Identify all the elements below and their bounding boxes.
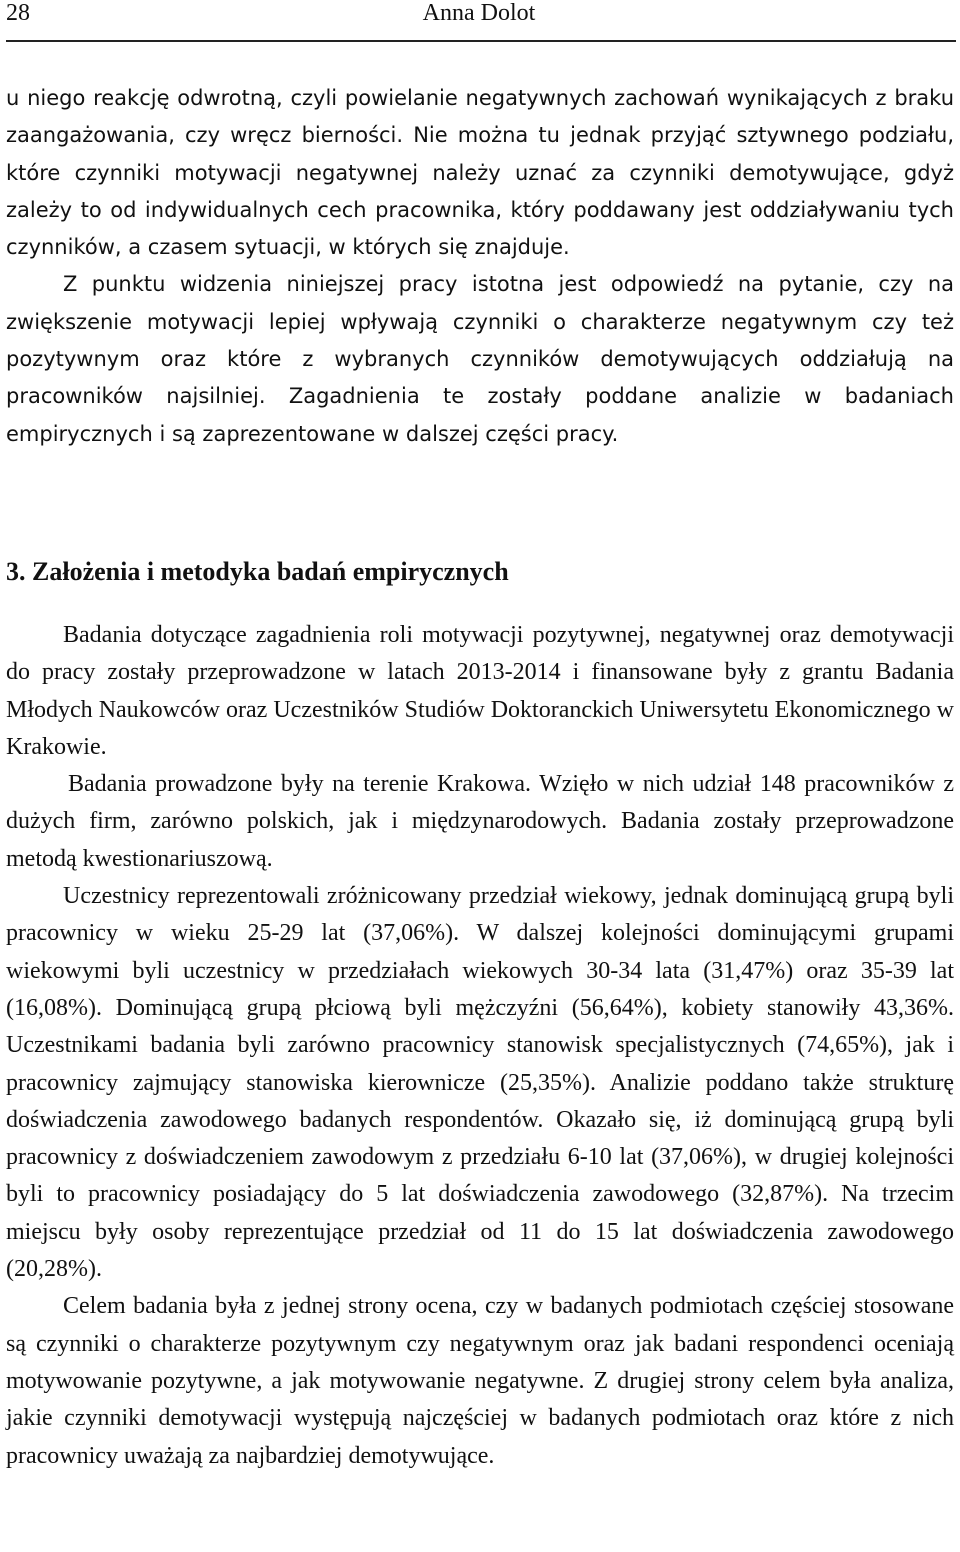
paragraph-6: Celem badania była z jednej strony ocena, czy w badanych podmiotach częściej stosowane są czynniki o charakterze pozytywnym czy negatywnym oraz jak badani respondenci oceniają motywowanie pozytywne, a jak motywowanie negatywne. Z drugiej strony celem była analiza, jakie czynniki demotywacji występują najczęściej w badanych podmiotach oraz które z nich pracownicy uważają za najbardziej demotywujące.	[6, 1293, 954, 1469]
section-heading: 3. Założenia i metodyka badań empirycznych	[6, 557, 509, 586]
paragraph-2: Z punktu widzenia niniejszej pracy istotna jest odpowiedź na pytanie, czy na zwiększenie motywacji lepiej wpływają czynniki o charakterze negatywnym czy też pozytywnym oraz które z wybranych czynników demotywujących oddziałują na pracowników najsilniej. Zagadnienia te zostały poddane analizie w badaniach empirycznych i są zaprezentowane w dalszej części pracy.	[6, 272, 954, 446]
running-title: Anna Dolot	[422, 0, 536, 26]
paragraph-1: u niego reakcję odwrotną, czyli powielanie negatywnych zachowań wynikających z braku zaangażowania, czy wręcz bierności. Nie można tu jednak przyjąć sztywnego podziału, które czynniki motywacji negatywnej należy uznać za czynniki demotywujące, gdyż zależy to od indywidualnych cech pracownika, który poddawany jest oddziaływaniu tych czynników, a czasem sytuacji, w których się znajduje.	[6, 86, 954, 260]
header-divider	[6, 40, 956, 42]
body-text-top	[6, 80, 954, 453]
body-text-section	[6, 617, 954, 1475]
running-head	[6, 0, 952, 32]
paragraph-4: Badania prowadzone były na terenie Krakowa. Wzięło w nich udział 148 pracowników z dużych firm, zarówno polskich, jak i międzynarodowych. Badania zostały przeprowadzone metodą kwestionariuszową.	[6, 771, 954, 872]
page-number: 28	[6, 0, 30, 26]
paragraph-5: Uczestnicy reprezentowali zróżnicowany przedział wiekowy, jednak dominującą grupą byli pracownicy w wieku 25-29 lat (37,06%). W dalszej kolejności dominującymi grupami wiekowymi byli uczestnicy w przedziałach wiekowych 30-34 lata (31,47%) oraz 35-39 lat (16,08%). Dominującą grupą płciową byli mężczyźni (56,64%), kobiety stanowiły 43,36%. Uczestnikami badania byli zarówno pracownicy stanowisk specjalistycznych (74,65%), jak i pracownicy zajmujący stanowiska kierownicze (25,35%). Analizie poddano także strukturę doświadczenia zawodowego badanych respondentów. Okazało się, iż dominującą grupą byli pracownicy z doświadczeniem zawodowym z przedziału 6-10 lat (37,06%), w drugiej kolejności byli to pracownicy posiadający do 5 lat doświadczenia zawodowego (32,87%). Na trzecim miejscu były osoby reprezentujące przedział od 11 do 15 lat doświadczenia zawodowego (20,28%).	[6, 883, 954, 1283]
paragraph-3: Badania dotyczące zagadnienia roli motywacji pozytywnej, negatywnej oraz demotywacji do pracy zostały przeprowadzone w latach 2013-2014 i finansowane były z grantu Badania Młodych Naukowców oraz Uczestników Studiów Doktoranckich Uniwersytetu Ekonomicznego w Krakowie.	[6, 622, 954, 760]
